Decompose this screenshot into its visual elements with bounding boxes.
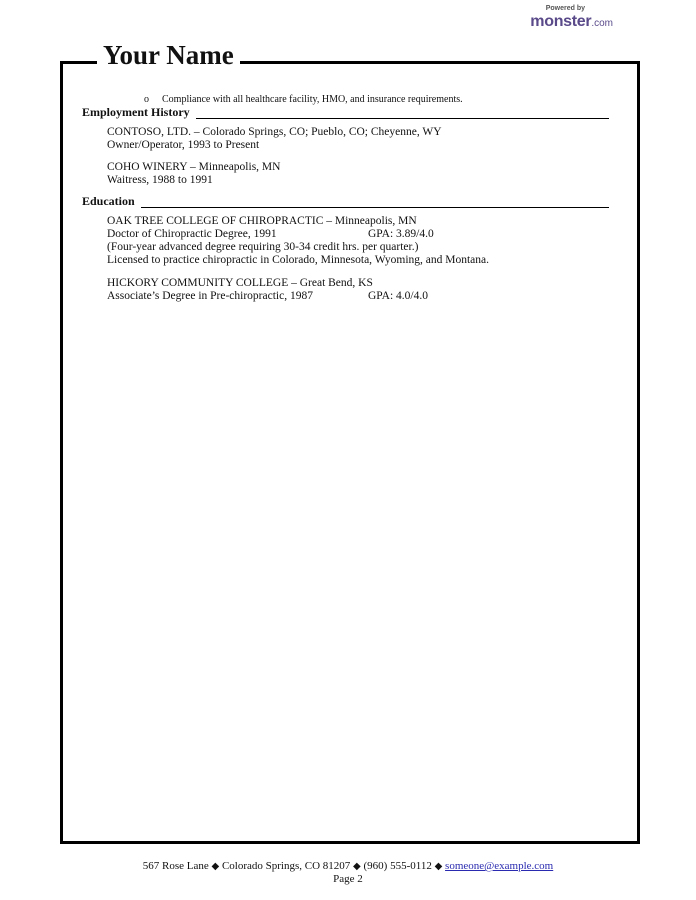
footer-address: 567 Rose Lane [142, 860, 209, 872]
school-degree: Doctor of Chiropractic Degree, 1991 [107, 228, 277, 240]
job-employer: COHO WINERY – Minneapolis, MN [107, 161, 281, 173]
job-entry [107, 126, 442, 152]
school-degree: Associate’s Degree in Pre-chiropractic, 1987 [107, 290, 313, 302]
employment-heading-label: Employment History [82, 105, 196, 119]
education-heading-label: Education [82, 194, 141, 208]
school-gpa: GPA: 4.0/4.0 [368, 290, 428, 302]
monster-logo [530, 5, 613, 31]
diamond-separator-icon: ◆ [353, 861, 361, 872]
bullet-text: Compliance with all healthcare facility, HMO, and insurance requirements. [162, 94, 463, 105]
page-number: Page 2 [333, 873, 363, 885]
footer-contact [0, 860, 696, 886]
footer-contact-line [0, 860, 696, 873]
school-entry [107, 215, 489, 267]
school-name: OAK TREE COLLEGE OF CHIROPRACTIC – Minneapolis, MN [107, 215, 417, 227]
diamond-separator-icon: ◆ [434, 861, 443, 872]
job-title: Owner/Operator, 1993 to Present [107, 139, 260, 151]
school-name: HICKORY COMMUNITY COLLEGE – Great Bend, KS [107, 277, 373, 289]
education-section-heading [82, 191, 609, 208]
diamond-separator-icon: ◆ [211, 861, 220, 872]
footer-city: Colorado Springs, CO 81207 [221, 860, 351, 872]
job-title: Waitress, 1988 to 1991 [107, 174, 213, 186]
footer-email-link[interactable]: someone@example.com [445, 860, 554, 872]
school-entry [107, 277, 428, 303]
school-gpa: GPA: 3.89/4.0 [368, 228, 434, 240]
employment-section-heading [82, 102, 609, 119]
monster-wordmark [530, 13, 613, 31]
monster-wordmark-text: monster [530, 13, 592, 30]
school-note: (Four-year advanced degree requiring 30-34 credit hrs. per quarter.) [107, 241, 419, 253]
footer-phone: (960) 555-0112 [363, 860, 432, 872]
resume-name: Your Name [97, 40, 240, 71]
powered-by-text: Powered by [545, 5, 585, 12]
job-employer: CONTOSO, LTD. – Colorado Springs, CO; Pueblo, CO; Cheyenne, WY [107, 126, 442, 138]
job-entry [107, 161, 280, 187]
school-note: Licensed to practice chiropractic in Colorado, Minnesota, Wyoming, and Montana. [107, 254, 489, 266]
school-degree-row [107, 228, 489, 241]
bullet-marker: o [144, 94, 149, 105]
school-degree-row [107, 290, 428, 303]
monster-wordmark-suffix: .com [591, 18, 613, 29]
